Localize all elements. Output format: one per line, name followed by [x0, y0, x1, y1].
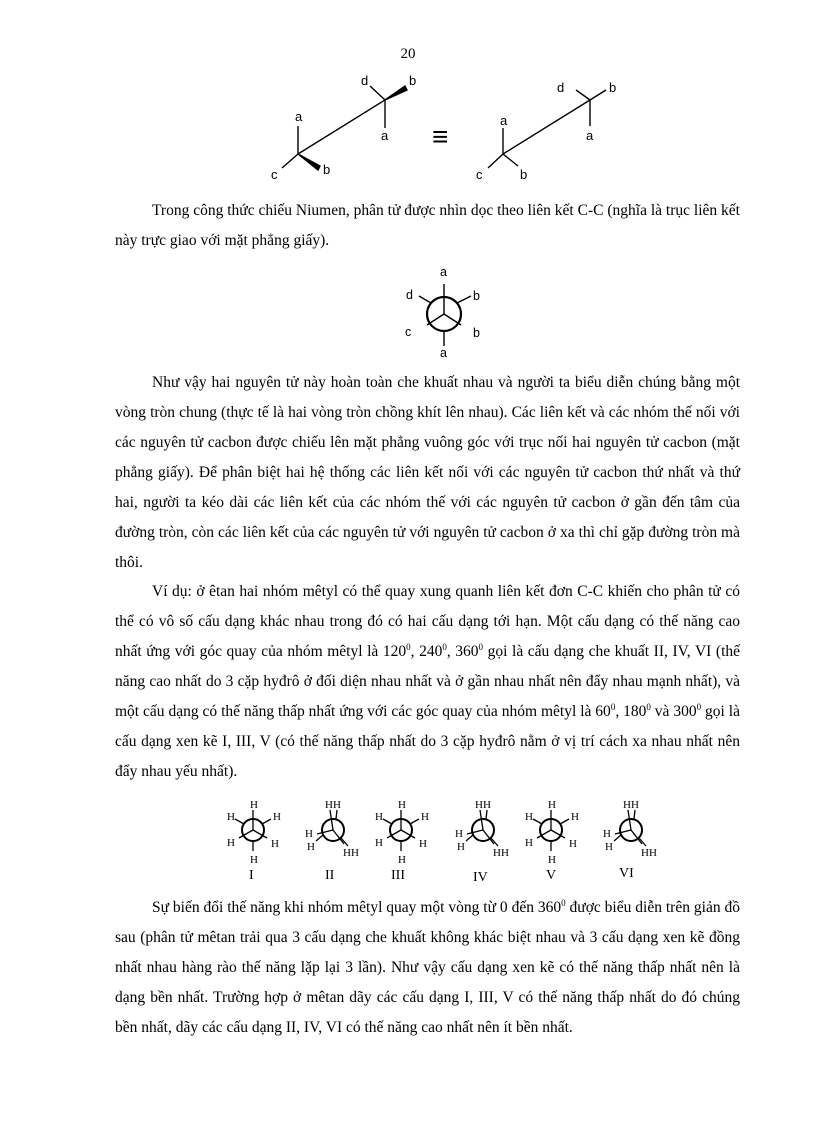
p3-part-d: gọi là cấu dạng che khuất II, IV, VI (thế năng cao nhất do 3 cặp hyđrô ở đối diện nhau nhất và ở gần nhau nhất nên đẩy nhau mạnh nhất), và một cấu dạng có thế năng thấp nhất ứng với các góc quay của nhóm mêtyl là 60: [115, 643, 741, 720]
sawhorse-right-d: d: [557, 80, 565, 95]
p3-part-f: và 300: [650, 703, 697, 720]
degree-120: 0: [406, 641, 411, 652]
svg-text:H: H: [605, 841, 613, 853]
conformer-label-V: V: [546, 868, 557, 883]
svg-text:H: H: [455, 828, 463, 840]
svg-text:H: H: [649, 847, 657, 859]
p3-part-a: Ví dụ: ở êtan hai nhóm mêtyl có thể quay xung quanh liên kết đơn C-C khiến cho phân tử có thể có vô số cấu dạng khác nhau trong đó có hai cấu dạng tới hạn. Một cấu dạng có thế năng cao nhất ứng với góc quay của nhóm mêtyl là 120: [115, 583, 740, 660]
svg-text:H: H: [475, 799, 483, 811]
svg-text:H: H: [603, 828, 611, 840]
paragraph-newman-intro: Trong công thức chiếu Niumen, phân tử được nhìn dọc theo liên kết C-C (nghĩa là trục liên kết này trực giao với mặt phẳng giấy).: [115, 202, 740, 249]
sawhorse-right-b-back: b: [609, 80, 617, 95]
svg-text:H: H: [250, 799, 258, 811]
svg-text:H: H: [548, 854, 556, 866]
p3-part-e: , 180: [615, 703, 647, 720]
svg-text:H: H: [325, 799, 333, 811]
conformer-label-III: III: [391, 868, 405, 883]
degree-360-b: 0: [561, 897, 566, 908]
svg-text:H: H: [351, 847, 359, 859]
conformer-VI: [603, 799, 657, 859]
newman-top-label: a: [440, 265, 447, 279]
sawhorse-left-c: c: [271, 167, 278, 182]
conformer-I: [227, 799, 281, 866]
sawhorse-right-a-front: a: [500, 113, 508, 128]
svg-text:H: H: [623, 799, 631, 811]
conformer-IV: [455, 799, 509, 859]
p3-part-c: , 360: [446, 643, 479, 660]
conformer-label-VI: VI: [619, 866, 634, 881]
svg-text:H: H: [501, 847, 509, 859]
sawhorse-right-a-back: a: [586, 128, 594, 143]
newman-upper-left-label: d: [406, 288, 413, 302]
sawhorse-left-a-front: a: [295, 109, 303, 124]
sawhorse-right-c: c: [476, 167, 483, 182]
svg-text:H: H: [375, 837, 383, 849]
sawhorse-left-b-front: b: [323, 162, 331, 177]
p4-part-b: được biểu diễn trên giản đồ sau (phân tử mêtan trải qua 3 cấu dạng che khuất không khác biệt nhau và 3 cấu dạng xen kẽ đồng nhất nhau hàng rào thế năng lặp lại 3 lần). Như vậy cấu dạng xen kẽ có thế năng thấp nhất nên là dạng bền nhất. Trường hợp ở mêtan dãy các cấu dạng I, III, V có thế năng thấp nhất do đó chúng bền nhất, dãy các cấu dạng II, IV, VI có thế năng cao nhất nên ít bền nhất.: [115, 899, 740, 1036]
sawhorse-left-a-back: a: [381, 128, 389, 143]
degree-240: 0: [442, 641, 447, 652]
sawhorse-figure: [260, 68, 640, 193]
svg-text:H: H: [525, 811, 533, 823]
conformer-III: [375, 799, 429, 866]
sawhorse-right-b-front: b: [520, 167, 528, 182]
conformer-label-IV: IV: [473, 870, 488, 885]
conformer-V: [525, 799, 579, 866]
p3-part-b: , 240: [410, 643, 443, 660]
sawhorse-left-b-back: b: [409, 73, 417, 88]
svg-text:H: H: [457, 841, 465, 853]
newman-lower-left-label: c: [405, 325, 412, 339]
svg-text:H: H: [307, 841, 315, 853]
sawhorse-left-d: d: [361, 73, 369, 88]
svg-text:H: H: [271, 838, 279, 850]
degree-180: 0: [646, 701, 651, 712]
newman-lower-right-label: b: [473, 326, 480, 340]
paragraph-energy-diagram: [115, 893, 740, 1043]
svg-text:H: H: [421, 811, 429, 823]
degree-360: 0: [478, 641, 484, 652]
svg-text:H: H: [398, 854, 406, 866]
svg-text:H: H: [343, 847, 351, 859]
degree-300: 0: [696, 701, 702, 712]
sawhorse-left: [282, 86, 407, 170]
newman-figure: [395, 262, 495, 362]
svg-text:H: H: [305, 828, 313, 840]
svg-text:H: H: [631, 799, 639, 811]
svg-text:H: H: [493, 847, 501, 859]
equivalence-sign: ≡: [432, 121, 449, 152]
svg-text:H: H: [419, 838, 427, 850]
paragraph-ethane-example: [115, 577, 740, 787]
p4-part-a: Sự biến đổi thế năng khi nhóm mêtyl quay một vòng từ 0 đến 360: [152, 899, 562, 916]
svg-text:H: H: [375, 811, 383, 823]
newman-upper-right-label: b: [473, 289, 480, 303]
page-number: 20: [400, 46, 416, 62]
newman-bottom-label: a: [440, 346, 447, 360]
conformer-II: [305, 799, 359, 859]
svg-text:H: H: [569, 838, 577, 850]
conformers-figure: [215, 795, 675, 890]
svg-text:H: H: [525, 837, 533, 849]
svg-text:H: H: [273, 811, 281, 823]
svg-text:H: H: [641, 847, 649, 859]
conformer-label-I: I: [249, 868, 254, 883]
svg-text:H: H: [398, 799, 406, 811]
p3-part-g: gọi là cấu dạng xen kẽ I, III, V (có thế năng thấp nhất do 3 cặp hyđrô nằm ở vị trí cách xa nhau nhất nên đẩy nhau yếu nhất).: [115, 703, 740, 780]
svg-text:H: H: [548, 799, 556, 811]
svg-text:H: H: [227, 811, 235, 823]
degree-60: 0: [610, 701, 616, 712]
paragraph-newman-explanation: Như vậy hai nguyên tử này hoàn toàn che khuất nhau và người ta biểu diễn chúng bằng một vòng tròn chung (thực tế là hai vòng tròn chồng khít lên nhau). Các liên kết và các nhóm thế nối với các nguyên tử cacbon được chiếu lên mặt phẳng vuông góc với trục nối hai nguyên tử cacbon (mặt phẳng giấy). Để phân biệt hai hệ thống các liên kết nối với các nguyên tử cacbon thứ nhất và thứ hai, người ta kéo dài các liên kết của các nhóm thế với các nguyên tử cacbon ở gần đến tâm của đường tròn, còn các liên kết của các nguyên tử với nguyên tử cacbon ở xa thì chỉ gặp đường tròn mà thôi.: [115, 374, 740, 571]
svg-text:H: H: [227, 837, 235, 849]
svg-text:H: H: [333, 799, 341, 811]
svg-text:H: H: [483, 799, 491, 811]
svg-text:H: H: [571, 811, 579, 823]
conformer-label-II: II: [325, 868, 335, 883]
svg-text:H: H: [250, 854, 258, 866]
